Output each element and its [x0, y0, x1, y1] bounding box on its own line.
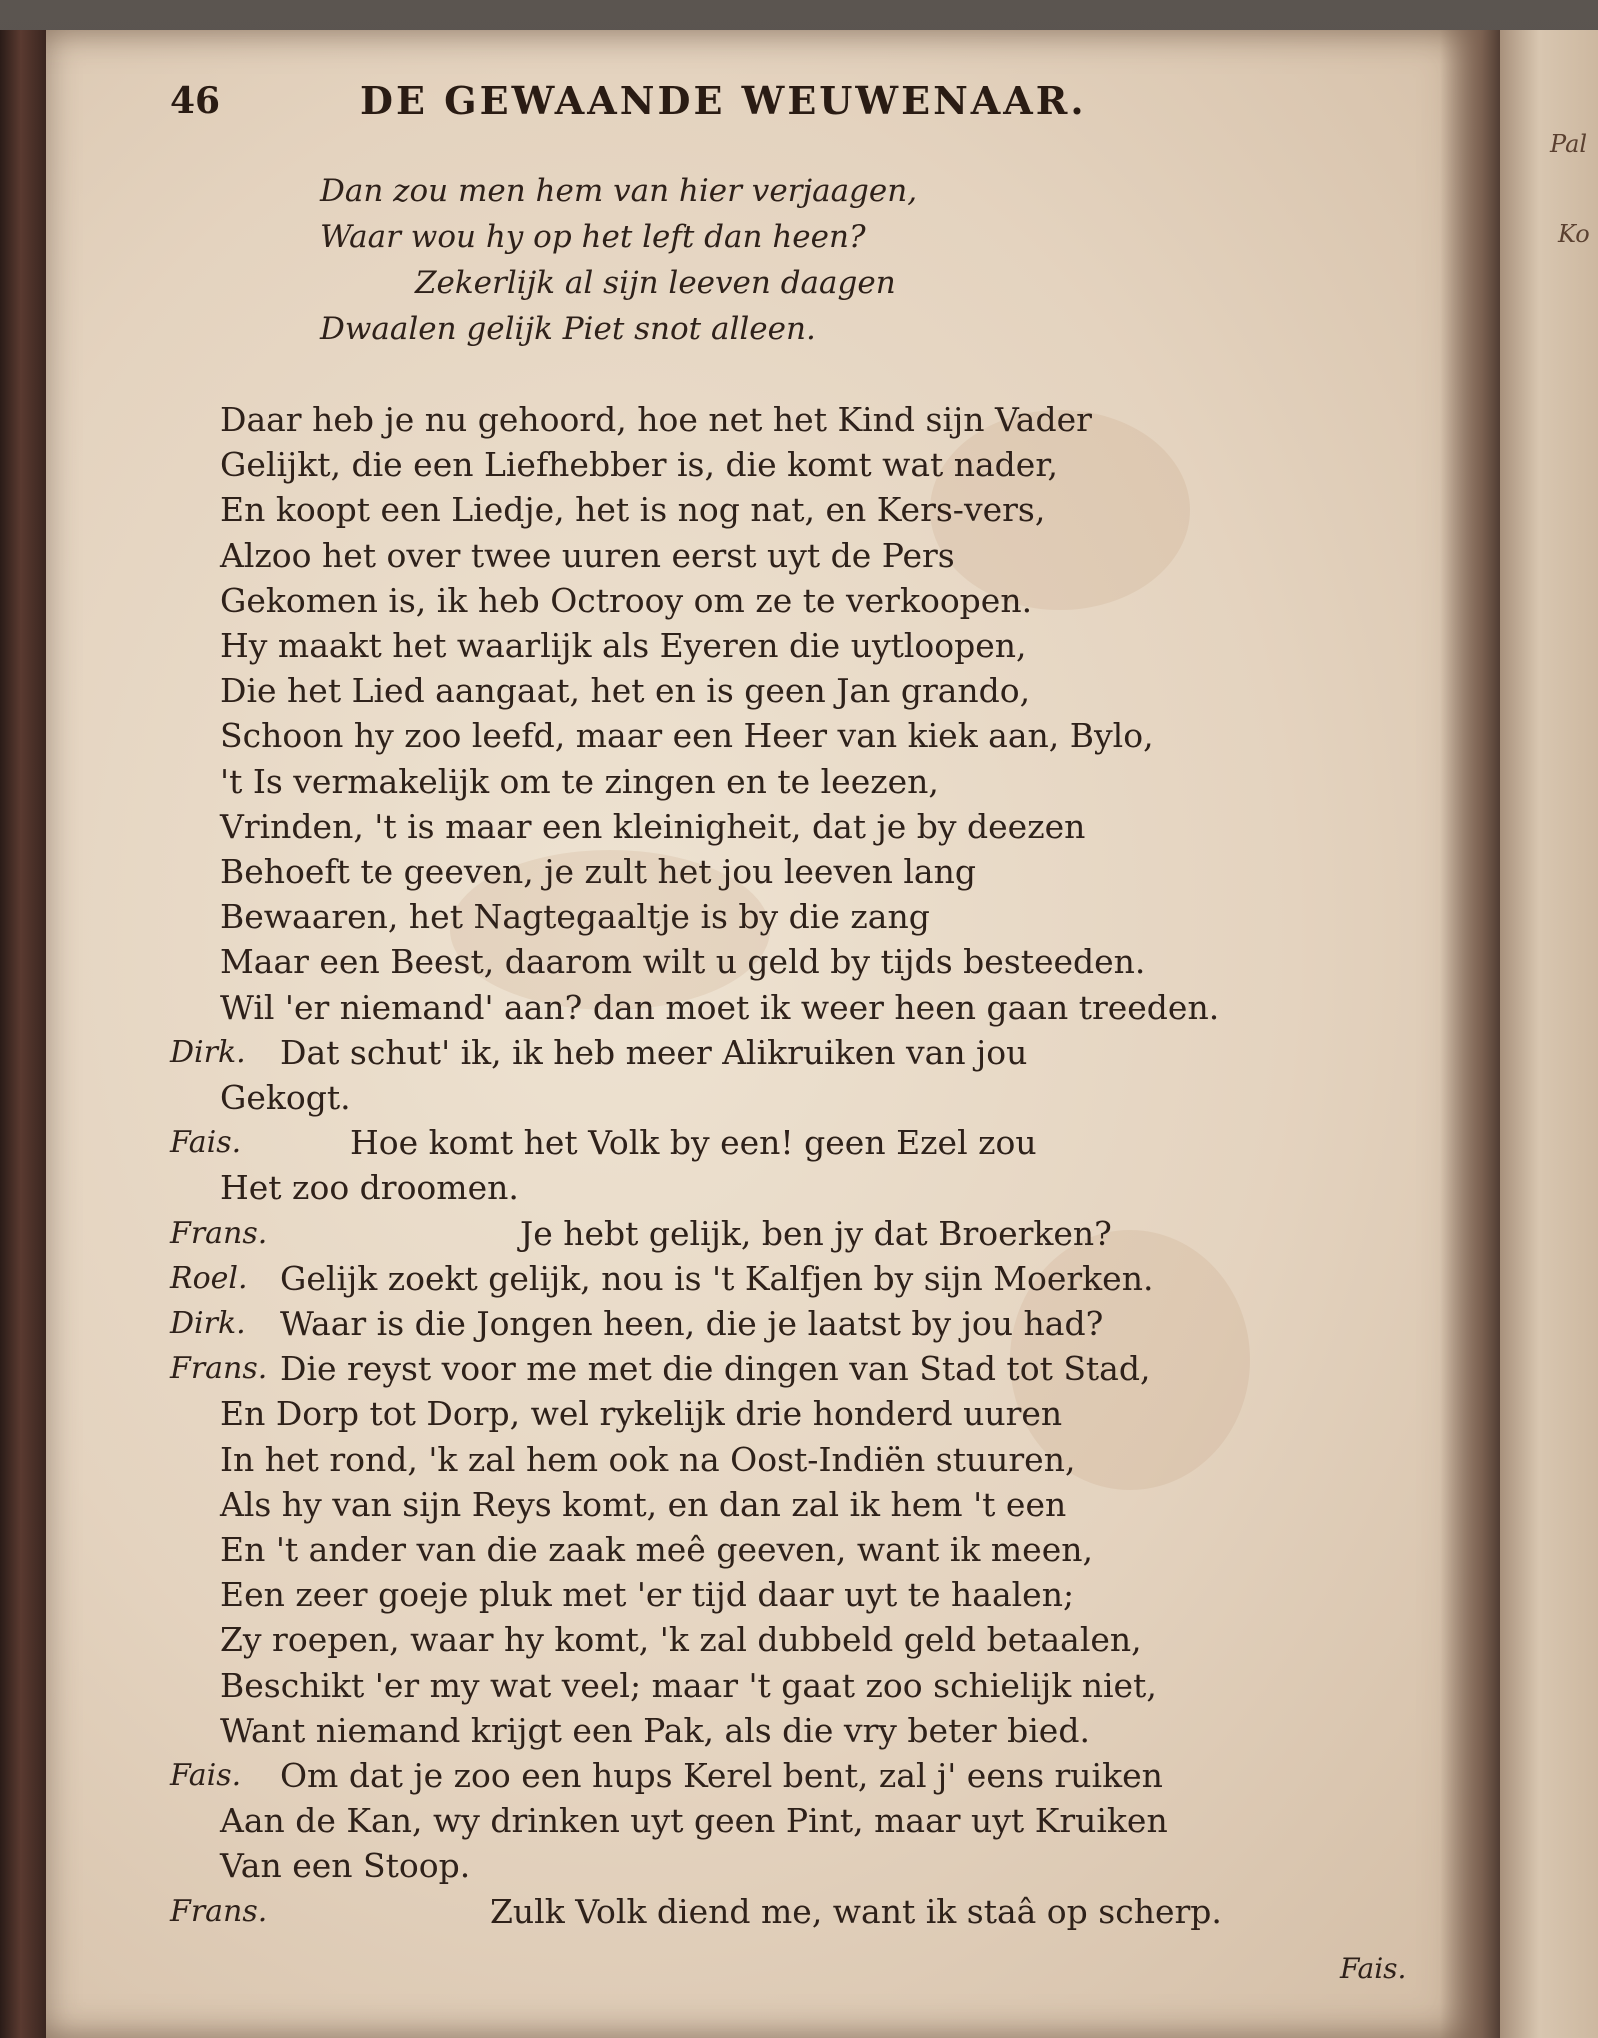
- line-text: Bewaaren, het Nagtegaaltje is by die zang: [220, 897, 930, 937]
- line-text: Het zoo droomen.: [220, 1168, 519, 1208]
- text-line: [170, 1666, 1300, 1710]
- text-line: [170, 1846, 1300, 1890]
- dialogue-line: [170, 1259, 1300, 1303]
- line-text: Dat schut' ik, ik heb meer Alikruiken van jou: [280, 1032, 1028, 1072]
- speaker-name: Dirk.: [170, 1306, 246, 1341]
- line-text: Vrinden, 't is maar een kleinigheit, dat je by deezen: [220, 806, 1086, 846]
- text-line: [170, 671, 1300, 715]
- text-line: [170, 1575, 1300, 1619]
- line-text: En Dorp tot Dorp, wel rykelijk drie honderd uuren: [220, 1394, 1063, 1434]
- text-line: [170, 988, 1300, 1032]
- line-text: Gekogt.: [220, 1078, 351, 1117]
- line-text: Je hebt gelijk, ben jy dat Broerken?: [520, 1213, 1112, 1253]
- line-text: Maar een Beest, daarom wilt u geld by tijds besteeden.: [220, 942, 1146, 982]
- line-text: Hy maakt het waarlijk als Eyeren die uytloopen,: [220, 626, 1027, 665]
- running-title: DE GEWAANDE WEUWENAAR.: [360, 78, 1087, 123]
- speaker-name: Fais.: [170, 1125, 242, 1161]
- next-page-fragment: Pal: [1550, 130, 1588, 158]
- line-text: Zulk Volk diend me, want ik staâ op scherp.: [490, 1891, 1222, 1931]
- verse-line: Dwaalen gelijk Piet snot alleen.: [320, 311, 816, 347]
- text-line: [170, 400, 1300, 444]
- text-line: [170, 762, 1300, 806]
- speaker-name: Frans.: [170, 1893, 268, 1929]
- speaker-name: Frans.: [170, 1351, 268, 1387]
- dialogue-line: [170, 1349, 1300, 1393]
- text-line: [170, 1078, 1300, 1122]
- line-text: Van een Stoop.: [220, 1846, 471, 1886]
- next-page-edge: [1500, 30, 1598, 2038]
- speaker-name: Roel.: [170, 1260, 248, 1296]
- page-header: [170, 78, 1290, 128]
- line-text: Een zeer goeje pluk met 'er tijd daar uyt te haalen;: [220, 1575, 1075, 1615]
- speaker-name: Dirk.: [170, 1034, 246, 1070]
- line-text: Wil 'er niemand' aan? dan moet ik weer heen gaan treeden.: [220, 987, 1220, 1027]
- line-text: 't Is vermakelijk om te zingen en te leezen,: [220, 761, 939, 801]
- line-text: Behoeft te geeven, je zult het jou leeven lang: [220, 852, 976, 891]
- text-line: [170, 1711, 1300, 1755]
- speaker-name: Frans.: [170, 1215, 268, 1251]
- line-text: Gekomen is, ik heb Octrooy om ze te verkoopen.: [220, 580, 1033, 620]
- line-text: Gelijkt, die een Liefhebber is, die komt wat nader,: [220, 445, 1058, 485]
- text-line: [170, 626, 1300, 670]
- dialogue-line: [170, 1123, 1300, 1167]
- text-line: [170, 1168, 1300, 1212]
- text-line: [170, 490, 1300, 534]
- line-text: Zy roepen, waar hy komt, 'k zal dubbeld geld betaalen,: [220, 1620, 1142, 1660]
- speaker-name: Fais.: [170, 1758, 242, 1793]
- line-text: Waar is die Jongen heen, die je laatst by jou had?: [280, 1304, 1104, 1343]
- line-text: Beschikt 'er my wat veel; maar 't gaat zoo schielijk niet,: [220, 1665, 1157, 1705]
- text-line: [170, 852, 1300, 896]
- verse-line: Dan zou men hem van hier verjaagen,: [320, 173, 918, 209]
- text-line: [170, 445, 1300, 489]
- text-line: [170, 897, 1300, 941]
- line-text: Als hy van sijn Reys komt, en dan zal ik hem 't een: [220, 1484, 1067, 1524]
- line-text: Gelijk zoekt gelijk, nou is 't Kalfjen by sijn Moerken.: [280, 1258, 1154, 1298]
- line-text: En 't ander van die zaak meê geeven, want ik meen,: [220, 1530, 1093, 1569]
- next-page-fragment: Ko: [1558, 220, 1590, 248]
- line-text: Schoon hy zoo leefd, maar een Heer van kiek aan, Bylo,: [220, 716, 1154, 756]
- text-line: [170, 1394, 1300, 1438]
- text-line: [170, 1530, 1300, 1574]
- page-number: 46: [170, 80, 221, 122]
- text-line: [170, 1485, 1300, 1529]
- catchword: Fais.: [1340, 1952, 1407, 1985]
- text-line: [170, 581, 1300, 625]
- verse-line: Zekerlijk al sijn leeven daagen: [415, 265, 896, 301]
- line-text: Want niemand krijgt een Pak, als die vry beter bied.: [220, 1710, 1090, 1750]
- text-line: [170, 807, 1300, 851]
- line-text: Om dat je zoo een hups Kerel bent, zal j' eens ruiken: [280, 1756, 1163, 1795]
- line-text: En koopt een Liedje, het is nog nat, en Kers-vers,: [220, 490, 1046, 530]
- line-text: Hoe komt het Volk by een! geen Ezel zou: [350, 1123, 1037, 1163]
- text-line: [170, 1801, 1300, 1845]
- text-line: [170, 1440, 1300, 1484]
- book-spine: [0, 30, 46, 2038]
- dialogue-line: [170, 1033, 1300, 1077]
- line-text: Daar heb je nu gehoord, hoe net het Kind sijn Vader: [220, 400, 1092, 439]
- dialogue-line: [170, 1214, 1300, 1258]
- text-line: [170, 716, 1300, 760]
- text-line: [170, 536, 1300, 580]
- line-text: Die reyst voor me met die dingen van Stad tot Stad,: [280, 1349, 1151, 1389]
- text-line: [170, 942, 1300, 986]
- line-text: Aan de Kan, wy drinken uyt geen Pint, maar uyt Kruiken: [220, 1801, 1168, 1841]
- line-text: Alzoo het over twee uuren eerst uyt de Pers: [220, 535, 955, 575]
- dialogue-line: [170, 1304, 1300, 1348]
- dialogue-line: [170, 1756, 1300, 1800]
- text-line: [170, 1620, 1300, 1664]
- dialogue-line: [170, 1892, 1300, 1936]
- line-text: Die het Lied aangaat, het en is geen Jan grando,: [220, 671, 1031, 711]
- verse-line: Waar wou hy op het left dan heen?: [320, 219, 866, 255]
- line-text: In het rond, 'k zal hem ook na Oost-Indiën stuuren,: [220, 1439, 1076, 1479]
